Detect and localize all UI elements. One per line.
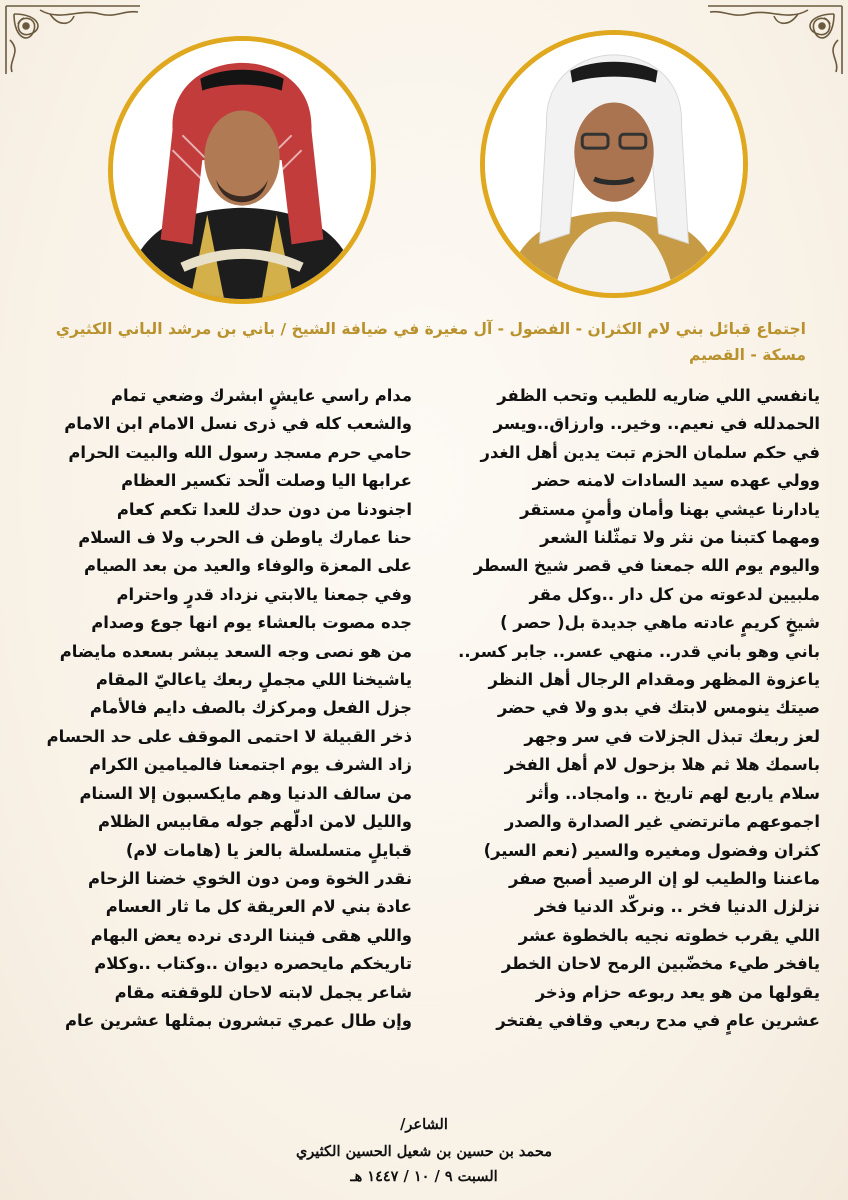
verse-line: على المعزة والوفاء والعيد من بعد الصيام bbox=[83, 556, 412, 576]
portrait-sheikh-right bbox=[480, 30, 748, 298]
verse-line: يافخر طيء مخضّبين الرمح لاحان الخطر bbox=[501, 954, 820, 974]
verse-line: واللي هقى فيننا الردى نرده يعض البهام bbox=[90, 925, 412, 945]
verse-line: باني وهو باني قدر.. منهي عسر.. جابر كسر.. bbox=[458, 641, 820, 661]
verse-line: حنا عمارك ياوطن ف الحرب ولا ف السلام bbox=[78, 528, 412, 548]
verse-line: من هو نصى وجه السعد يبشر بسعده مايضام bbox=[59, 641, 412, 661]
verse-line: شاعر يجمل لابته لاحان للوقفته مقام bbox=[114, 982, 412, 1002]
verse-line: ياشيخنا اللي مجملٍ ربعك ياعاليّ المقام bbox=[95, 670, 412, 690]
verse-line: اجموعهم ماترتضي غير الصدارة والصدر bbox=[504, 812, 820, 832]
corner-ornament-icon bbox=[698, 0, 848, 80]
verse-line: مدام راسي عايشٍ ابشرك وضعي تمام bbox=[110, 386, 412, 405]
verse-line: كثران وفضول ومغيره والسير (نعم السير) bbox=[483, 840, 820, 860]
verse-line: ملبيين لدعوته من كل دار ..وكل مقر bbox=[529, 584, 820, 604]
verse-line: لعز ربعك تبذل الجزلات في سر وجهر bbox=[524, 726, 820, 746]
verse-line: عشرين عامٍ في مدح ربعي وقافي يفتخر bbox=[496, 1010, 820, 1030]
verse-line: عادة بني لام العريقة كل ما ثار العسام bbox=[105, 897, 412, 917]
verse-line: من سالف الدنيا وهم مايكسبون إلا السنام bbox=[79, 783, 412, 803]
verse-line: وفي جمعنا يالابتي نزداد قدرٍ واحترام bbox=[116, 584, 412, 604]
verse-line: زاد الشرف يوم اجتمعنا فالميامين الكرام bbox=[89, 755, 412, 775]
verse-line: والليل لامن ادلّهم جوله مقابيس الظلام bbox=[98, 812, 412, 832]
verse-line: واليوم يوم الله جمعنا في قصر شيخ السطر bbox=[473, 556, 820, 576]
verse-line: ومهما كتبنا من نثر ولا تمثّلنا الشعر bbox=[540, 528, 820, 548]
verse-line: ياعزوة المظهر ومقدام الرجال أهل النظر bbox=[488, 670, 820, 690]
verse-line: والشعب كله في ذرى نسل الامام ابن الامام bbox=[64, 414, 412, 434]
man-white-ghutra-icon bbox=[485, 35, 743, 293]
caption-line: اجتماع قبائل بني لام الكثران - الفضول - آل مغيرة في ضيافة الشيخ / باني بن مرشد الباني الكثيري bbox=[55, 320, 806, 338]
verse-line: شيخٍ كريمٍ عادته ماهي جديدة بل( حصر ) bbox=[500, 613, 820, 633]
event-caption bbox=[46, 316, 806, 368]
man-red-shemagh-icon bbox=[113, 41, 371, 299]
verse-line: باسمك هلا ثم هلا بزحول لام أهل الفخر bbox=[504, 755, 820, 775]
verse-line: في حكم سلمان الحزم تبت يدين أهل الغدر bbox=[480, 442, 820, 462]
verse-line: جزل الفعل ومركزك بالصف دايم فالأمام bbox=[89, 698, 412, 718]
verse-line: حامي حرم مسجد رسول الله والبيت الحرام bbox=[68, 442, 412, 462]
verse-line: وولي عهده سيد السادات لامنه حضر bbox=[532, 471, 820, 491]
verse-line: اجنودنا من دون حدك للعدا تكعم كعام bbox=[116, 499, 412, 519]
verse-line: الحمدلله في نعيم.. وخير.. وارزاق..ويسر bbox=[493, 414, 820, 434]
poet-name: محمد بن حسين بن شعيل الحسين الكثيري bbox=[295, 1143, 553, 1160]
poet-role: الشاعر/ bbox=[400, 1116, 448, 1133]
caption-location: مسكة - القصيم bbox=[688, 346, 806, 364]
verse-line: صيتك ينومس لابتك في بدو ولا في حضر bbox=[497, 698, 820, 718]
poem-column-right bbox=[440, 382, 820, 1035]
verse-line: نقدر الخوة ومن دون الخوي خضنا الزحام bbox=[88, 868, 412, 888]
portrait-poet-left bbox=[108, 36, 376, 304]
verse-line: نزلزل الدنيا فخر .. ونركّد الدنيا فخر bbox=[534, 897, 820, 917]
verse-line: عرابها اليا وصلت الّحد تكسير العظام bbox=[121, 471, 412, 491]
verse-line: جده مصوت بالعشاء يوم انها جوع وصدام bbox=[91, 613, 412, 633]
verse-line: ذخر القبيلة لا احتمى الموقف على حد الحسام bbox=[46, 726, 412, 746]
verse-line: قبايلٍ متسلسلة بالعز يا (هامات لام) bbox=[125, 840, 412, 860]
verse-line: تاريخكم مايحصره ديوان ..وكتاب ..وكلام bbox=[94, 954, 412, 974]
verse-line: اللي يقرب خطوته نجيه بالخطوة عشر bbox=[518, 925, 820, 945]
verse-line: سلام ياربع لهم تاريخ .. وامجاد.. وأثر bbox=[527, 783, 820, 803]
verse-line: يقولها من هو يعد ربوعه حزام وذخر bbox=[535, 982, 820, 1002]
verse-line: يادارنا عيشي بهنا وأمان وأمنٍ مستقر bbox=[520, 499, 820, 519]
verse-line: يانفسي اللي ضاريه للطيب وتحب الظفر bbox=[497, 386, 820, 405]
verse-line: وإن طال عمري تبشرون بمثلها عشرين عام bbox=[65, 1010, 412, 1030]
poem-column-left bbox=[20, 382, 412, 1035]
verse-line: ماعننا والطيب لو إن الرصيد أصبح صفر bbox=[508, 868, 820, 888]
corner-ornament-icon bbox=[0, 0, 150, 80]
poem-date: السبت ٩ / ١٠ / ١٤٤٧ هـ bbox=[350, 1168, 498, 1185]
